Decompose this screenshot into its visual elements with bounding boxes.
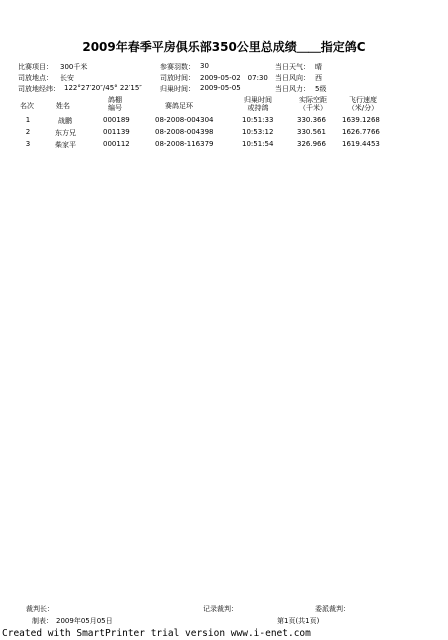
judge-label: 裁判长： xyxy=(26,605,54,613)
distance-label: 比赛项目： xyxy=(18,63,53,71)
cell-speed: 1619.4453 xyxy=(342,140,380,148)
header-speed: 飞行速度 （米/分） xyxy=(347,96,379,112)
cell-name: 柴家平 xyxy=(55,141,76,149)
cell-rank: 1 xyxy=(25,116,31,124)
cell-rank: 3 xyxy=(25,140,31,148)
cell-ring: 001139 xyxy=(103,128,130,136)
header-foot-ring: 赛鸽足环 xyxy=(165,102,193,110)
table-row xyxy=(0,116,448,126)
cell-name: 东方兄 xyxy=(55,129,76,137)
count-label: 参赛羽数： xyxy=(160,63,195,71)
wind-force-value: 5级 xyxy=(315,85,327,93)
cell-speed: 1639.1268 xyxy=(342,116,380,124)
trial-notice: Created with SmartPrinter trial version www.i-enet.com xyxy=(2,628,311,639)
table-row xyxy=(0,140,448,150)
page-title: 2009年春季平房俱乐部350公里总成绩＿＿指定鸽C xyxy=(82,40,366,54)
wind-dir-value: 西 xyxy=(315,74,322,82)
count-value: 30 xyxy=(200,62,209,70)
wind-dir-label: 当日风向： xyxy=(275,74,310,82)
header-ring: 鸽棚 编号 xyxy=(108,96,122,112)
cell-time: 10:53:12 xyxy=(242,128,274,136)
recorder-label: 记录裁判： xyxy=(203,605,238,613)
cell-distance: 326.966 xyxy=(297,140,326,148)
dispatch-label: 委派裁判： xyxy=(315,605,350,613)
cell-ring: 000189 xyxy=(103,116,130,124)
coords-value: 122°27′20″/45° 22′15″ xyxy=(64,84,142,92)
return-value: 2009-05-05 xyxy=(200,84,241,92)
header-rank: 名次 xyxy=(20,102,34,110)
cell-name: 战鹏 xyxy=(58,117,72,125)
location-value: 长安 xyxy=(60,74,74,82)
cell-foot-ring: 08-2008-004304 xyxy=(155,116,214,124)
release-label: 司放时间： xyxy=(160,74,195,82)
table-row xyxy=(0,128,448,138)
location-label: 司放地点： xyxy=(18,74,53,82)
cell-foot-ring: 08-2008-116379 xyxy=(155,140,214,148)
cell-distance: 330.366 xyxy=(297,116,326,124)
release-value: 2009-05-02 07:30 xyxy=(200,74,268,82)
cell-rank: 2 xyxy=(25,128,31,136)
cell-ring: 000112 xyxy=(103,140,130,148)
cell-foot-ring: 08-2008-004398 xyxy=(155,128,214,136)
return-label: 归巢时间： xyxy=(160,85,195,93)
cell-time: 10:51:54 xyxy=(242,140,274,148)
cell-time: 10:51:33 xyxy=(242,116,274,124)
header-distance: 实际空距 （千米） xyxy=(299,96,327,112)
header-name: 姓名 xyxy=(56,102,70,110)
cell-speed: 1626.7766 xyxy=(342,128,380,136)
coords-label: 司放地经纬： xyxy=(18,85,60,93)
page-info: 第1页(共1页) xyxy=(277,617,320,625)
made-label: 制表： xyxy=(32,617,53,625)
made-date: 2009年05月05日 xyxy=(56,617,113,625)
wind-force-label: 当日风力： xyxy=(275,85,310,93)
weather-value: 晴 xyxy=(315,63,322,71)
header-time: 归巢时间 或持鸽 xyxy=(244,96,272,112)
weather-label: 当日天气： xyxy=(275,63,310,71)
distance-value: 300千米 xyxy=(60,63,88,71)
cell-distance: 330.561 xyxy=(297,128,326,136)
